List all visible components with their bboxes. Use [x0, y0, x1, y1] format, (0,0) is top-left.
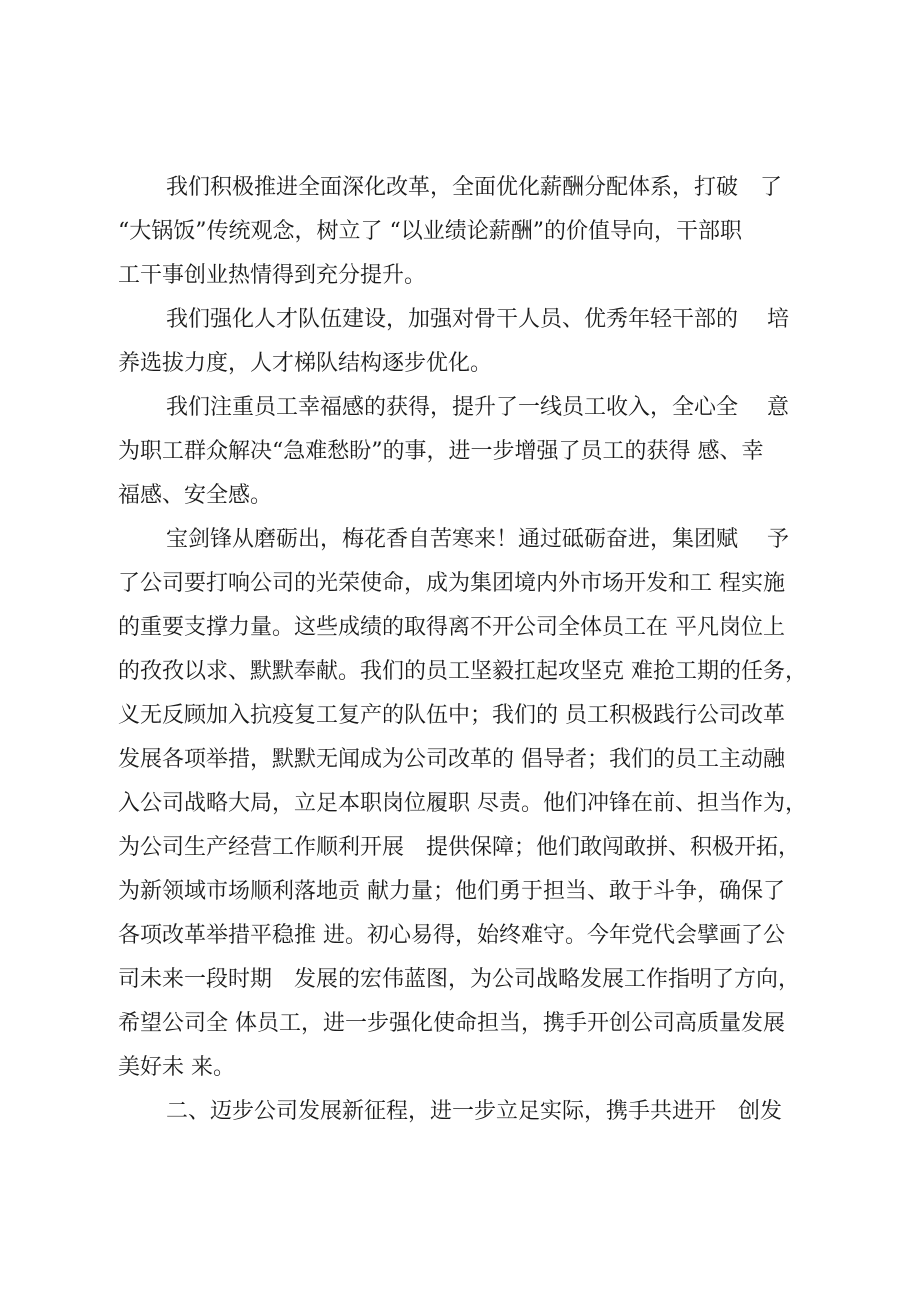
text-line: 二、迈步公司发展新征程，进一步立足实际，携手共进开 创发 — [166, 1099, 783, 1124]
text-line: 工干事创业热情得到充分提升。 — [118, 263, 427, 288]
paragraph-employee-wellbeing — [118, 386, 818, 518]
text-line: 我们注重员工幸福感的获得，提升了一线员工收入，全心全 意 — [166, 395, 789, 420]
text-line: 我们强化人才队伍建设，加强对骨干人员、优秀年轻干部的 培 — [166, 307, 789, 332]
text-line: “大锅饭”传统观念，树立了 “以业绩论薪酬”的价值导向，干部职 — [118, 219, 742, 244]
text-line: 宝剑锋从磨砺出，梅花香自苦寒来！通过砥砺奋进，集团赋 予 — [166, 527, 789, 552]
text-line: 各项改革举措平稳推 进。初心易得，始终难守。今年党代会擘画了公 — [118, 923, 785, 948]
text-line: 希望公司全 体员工，进一步强化使命担当，携手开创公司高质量发展 — [118, 1011, 785, 1036]
text-line: 入公司战略大局，立足本职岗位履职 尽责。他们冲锋在前、担当作为， — [118, 791, 807, 816]
text-line: 发展各项举措，默默无闻成为公司改革的 倡导者；我们的员工主动融 — [118, 747, 785, 772]
text-line: 我们积极推进全面深化改革，全面优化薪酬分配体系，打破 了 — [166, 175, 783, 200]
text-line: 的孜孜以求、默默奉献。我们的员工坚毅扛起攻坚克 难抢工期的任务， — [118, 659, 807, 684]
document-body — [118, 166, 818, 1134]
text-line: 义无反顾加入抗疫复工复产的队伍中；我们的 员工积极践行公司改革 — [118, 703, 785, 728]
text-line: 养选拔力度，人才梯队结构逐步优化。 — [118, 351, 493, 376]
paragraph-achievements — [118, 518, 818, 1090]
text-line: 了公司要打响公司的光荣使命，成为集团境内外市场开发和工 程实施 — [118, 571, 785, 596]
text-line: 福感、安全感。 — [118, 483, 273, 508]
text-line: 为职工群众解决“急难愁盼”的事，进一步增强了员工的获得 感、幸 — [118, 439, 764, 464]
text-line: 为公司生产经营工作顺利开展 提供保障；他们敢闯敢拼、积极开拓， — [118, 835, 801, 860]
text-line: 为新领域市场顺利落地贡 献力量；他们勇于担当、敢于斗争，确保了 — [118, 879, 785, 904]
paragraph-salary-reform — [118, 166, 818, 298]
text-line: 司未来一段时期 发展的宏伟蓝图，为公司战略发展工作指明了方向， — [118, 967, 801, 992]
paragraph-section-heading — [118, 1090, 818, 1134]
text-line: 的重要支撑力量。这些成绩的取得离不开公司全体员工在 平凡岗位上 — [118, 615, 785, 640]
text-line: 美好未 来。 — [118, 1055, 235, 1080]
paragraph-talent-building — [118, 298, 818, 386]
